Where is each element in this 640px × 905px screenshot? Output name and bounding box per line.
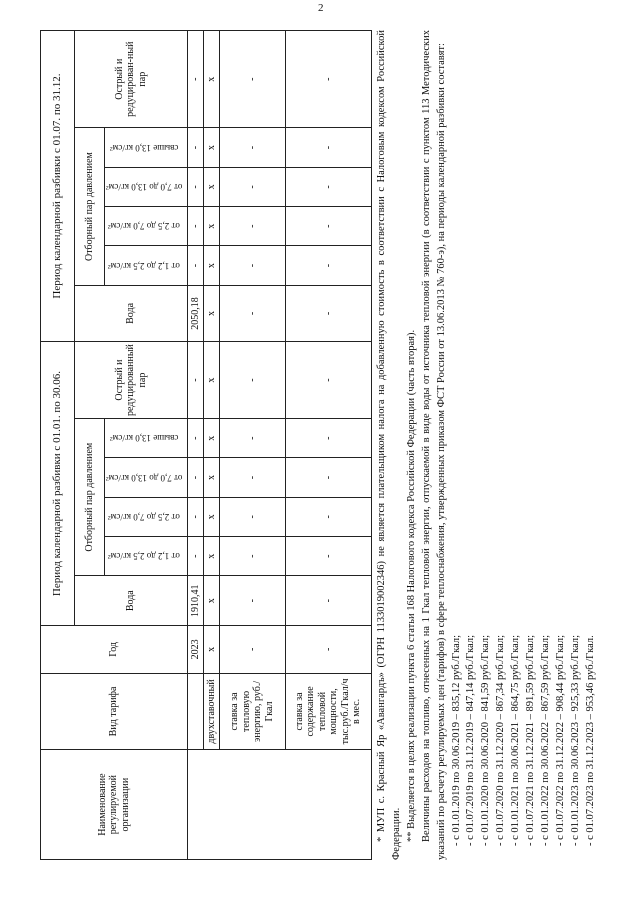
- list-item: - с 01.07.2022 по 31.12.2022 – 908,44 руб./Гкал;: [554, 634, 566, 846]
- cell: х: [203, 167, 219, 206]
- cell: х: [203, 31, 219, 128]
- cell: -: [285, 576, 371, 626]
- list-item: - с 01.01.2023 по 30.06.2023 – 925,33 руб./Гкал;: [569, 634, 581, 846]
- header-sharp-steam-1: Острый и редуцированный пар: [75, 342, 188, 419]
- cell: -: [285, 537, 371, 576]
- header-org: Наименование регулируемой организации: [41, 750, 188, 860]
- cell-water-2: 2050,18: [187, 285, 203, 341]
- cell: -: [187, 537, 203, 576]
- cell-empty: [187, 673, 203, 750]
- cell: -: [285, 626, 371, 674]
- cell: -: [219, 458, 285, 497]
- footnote-fuel: Величины расходов на топливо, отнесенных на 1 Гкал тепловой энергии, отпускаемой в виде воды от источника тепловой энергии (в соответствии с пунктом 113 Методических указаний по расчету регулируемых цен (тарифов) в сфере теплоснабжения, утвержденных приказом ФСТ России от 13.06.2013 № 760-э), на периоды календарной разбивки составят:: [420, 30, 447, 860]
- rotated-sheet: [40, 15, 600, 860]
- tariff-table: [40, 30, 372, 860]
- cell: -: [219, 246, 285, 285]
- cell: х: [203, 207, 219, 246]
- cell: -: [219, 497, 285, 536]
- period-list: [450, 30, 599, 860]
- cell: -: [187, 419, 203, 458]
- cell: -: [285, 167, 371, 206]
- cell-two-part: двухставочный: [203, 673, 219, 750]
- cell: х: [203, 419, 219, 458]
- page-number: 2: [318, 2, 324, 14]
- cell: -: [219, 31, 285, 128]
- header-tariff-type: Вид тарифа: [41, 673, 188, 750]
- header-period-2: Период календарной разбивки с 01.07. по 31.12.: [41, 31, 75, 342]
- header-steam-1-1: от 1,2 до 2,5 кг/см²: [105, 537, 188, 576]
- header-steam-2-1: от 1,2 до 2,5 кг/см²: [105, 246, 188, 285]
- cell: -: [187, 128, 203, 167]
- cell: -: [285, 31, 371, 128]
- header-water-1: Вода: [75, 576, 188, 626]
- cell: х: [203, 458, 219, 497]
- header-water-2: Вода: [75, 285, 188, 341]
- cell: -: [187, 458, 203, 497]
- cell-water-1: 1910,41: [187, 576, 203, 626]
- cell: -: [187, 246, 203, 285]
- list-item: - с 01.07.2019 по 31.12.2019 – 847,14 руб./Гкал;: [465, 634, 477, 846]
- cell: х: [203, 497, 219, 536]
- cell-year: 2023: [187, 626, 203, 674]
- list-item: - с 01.01.2022 по 30.06.2022 – 867,59 руб./Гкал;: [539, 634, 551, 846]
- cell: -: [187, 207, 203, 246]
- cell: -: [219, 419, 285, 458]
- cell: -: [285, 419, 371, 458]
- cell: -: [285, 128, 371, 167]
- table-row-year: [187, 31, 203, 860]
- cell: х: [203, 285, 219, 341]
- cell-energy-rate: ставка за тепловую энергию, руб./Гкал: [219, 673, 285, 750]
- header-steam-group-1: Отборный пар давлением: [75, 419, 105, 576]
- cell: -: [219, 285, 285, 341]
- cell: -: [187, 497, 203, 536]
- cell: -: [219, 626, 285, 674]
- cell: -: [285, 246, 371, 285]
- cell-org-empty: [187, 750, 371, 860]
- header-steam-2-4: свыше 13,0 кг/см²: [105, 128, 188, 167]
- cell: х: [203, 537, 219, 576]
- cell: х: [203, 576, 219, 626]
- header-year: Год: [41, 626, 188, 674]
- list-item: - с 01.07.2020 по 31.12.2020 – 867,34 руб./Гкал;: [495, 634, 507, 846]
- footnote-vat: * МУП с. Красный Яр «Авангардъ» (ОГРН 1133019002346) не является плательщиком налога на добавленную стоимость в соответствии с Налоговым кодексом Российской Федерации.: [376, 30, 402, 860]
- header-steam-1-3: от 7,0 до 13,0 кг/см²: [105, 458, 188, 497]
- table-row-maintenance: [285, 31, 371, 860]
- header-steam-2-2: от 2,5 до 7,0 кг/см²: [105, 207, 188, 246]
- header-steam-group-2: Отборный пар давлением: [75, 128, 105, 285]
- cell: -: [285, 458, 371, 497]
- cell: -: [219, 537, 285, 576]
- cell: -: [187, 31, 203, 128]
- header-sharp-steam-2: Острый и редуцирован-ный пар: [75, 31, 188, 128]
- header-steam-1-4: свыше 13,0 кг/см²: [105, 419, 188, 458]
- header-steam-2-3: от 7,0 до 13,0 кг/см²: [105, 167, 188, 206]
- cell: -: [219, 167, 285, 206]
- cell: -: [187, 167, 203, 206]
- cell: -: [219, 207, 285, 246]
- cell: -: [285, 342, 371, 419]
- cell: -: [285, 497, 371, 536]
- list-item: - с 01.01.2020 по 30.06.2020 – 841,59 руб./Гкал;: [480, 634, 492, 846]
- table-row-energy: [219, 31, 285, 860]
- cell: х: [203, 626, 219, 674]
- cell: -: [219, 576, 285, 626]
- cell-maintenance-rate: ставка за содержание тепловой мощности, тыс.руб./Гкал/ч в мес.: [285, 673, 371, 750]
- table-row-two-part: [203, 31, 219, 860]
- list-item: - с 01.01.2021 по 30.06.2021 – 864,75 руб./Гкал;: [510, 634, 522, 846]
- cell: х: [203, 342, 219, 419]
- cell: -: [285, 285, 371, 341]
- header-steam-1-2: от 2,5 до 7,0 кг/см²: [105, 497, 188, 536]
- cell: х: [203, 246, 219, 285]
- list-item: - с 01.07.2021 по 31.12.2021 – 891,59 руб./Гкал;: [525, 634, 537, 846]
- list-item: - с 01.01.2019 по 30.06.2019 – 835,12 руб./Гкал;: [450, 634, 462, 846]
- cell: х: [203, 128, 219, 167]
- cell: -: [219, 342, 285, 419]
- cell: -: [285, 207, 371, 246]
- footnotes: [375, 30, 599, 860]
- cell: -: [187, 342, 203, 419]
- list-item: - с 01.07.2023 по 31.12.2023 – 953,46 руб./Гкал.: [584, 635, 596, 846]
- header-period-1: Период календарной разбивки с 01.01. по 30.06.: [41, 342, 75, 626]
- footnote-article: ** Выделяется в целях реализации пункта 6 статьи 168 Налогового кодекса Российской Федерации (часть вторая).: [405, 329, 417, 842]
- cell: -: [219, 128, 285, 167]
